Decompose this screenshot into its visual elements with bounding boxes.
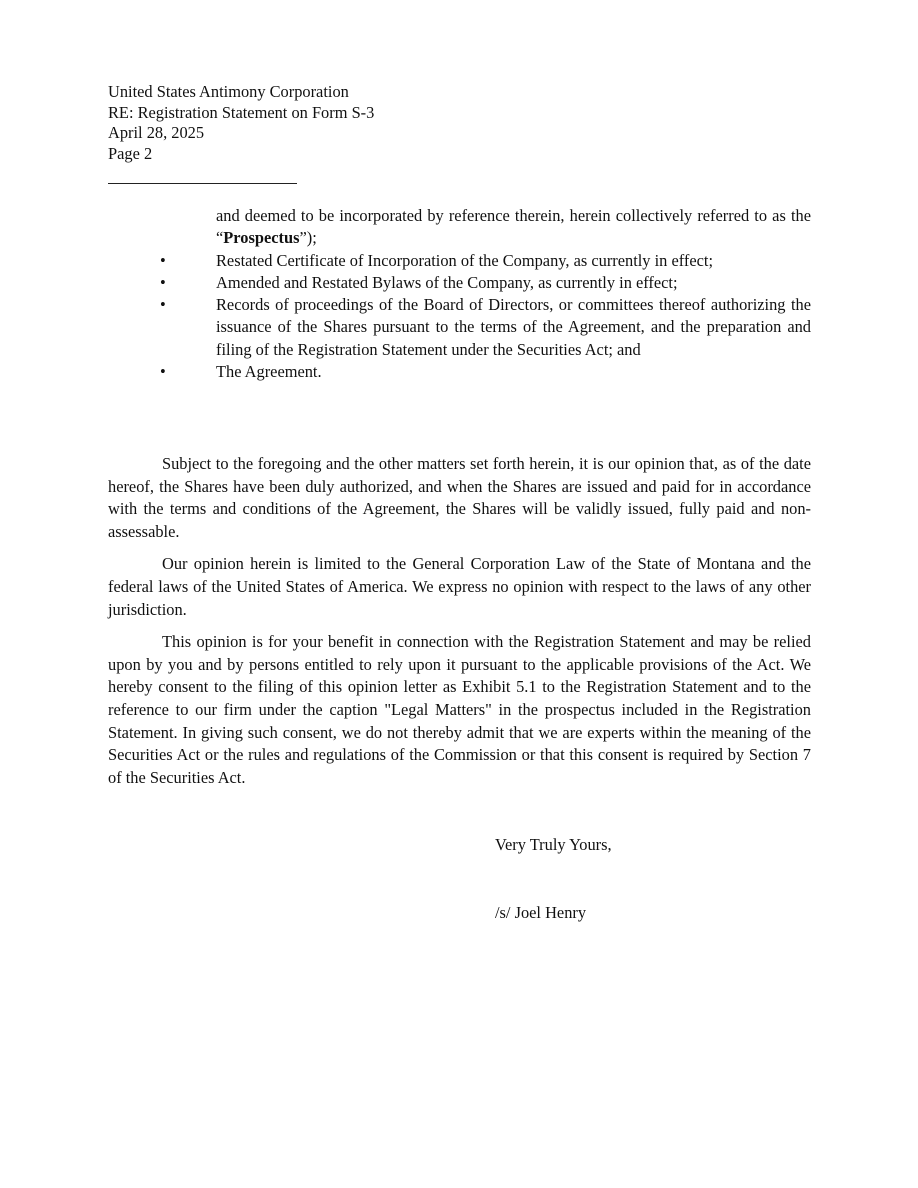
jurisdiction-paragraph: Our opinion herein is limited to the General Corporation Law of the State of Montana and the federal laws of the United States of America. We express no opinion with respect to the laws of any other jurisdiction. [108,554,811,619]
opinion-body [108,453,811,799]
bullet-icon: • [160,250,166,270]
consent-paragraph: This opinion is for your benefit in connection with the Registration Statement and may be relied upon by you and by persons entitled to rely upon it pursuant to the applicable provisions of the Act. We hereby consent to the filing of this opinion letter as Exhibit 5.1 to the Registration Statement and to the reference to our firm under the caption "Legal Matters" in the prospectus included in the Registration Statement. In giving such consent, we do not thereby admit that we are experts within the meaning of the Securities Act or the rules and regulations of the Commission or that this consent is required by Section 7 of the Securities Act. [108,632,811,787]
list-item [108,361,811,383]
header-page-number: Page 2 [108,143,153,163]
letter-header [108,82,374,164]
list-item [108,294,811,361]
continuation-text-end: ”); [299,228,317,248]
bullet-icon: • [160,272,166,292]
bullet-icon: • [160,362,166,382]
prospectus-term: Prospectus [223,228,300,248]
list-item [108,272,811,294]
list-continuation [108,205,811,250]
document-list [108,205,811,383]
signature-line: /s/ Joel Henry [495,903,587,922]
list-item [108,250,811,272]
list-item-text: Amended and Restated Bylaws of the Company, as currently in effect; [216,272,678,292]
list-item-text: Records of proceedings of the Board of Directors, or committees thereof authorizing the issuance of the Shares pursuant to the terms of the Agreement, and the preparation and filing of the Registration Statement under the Securities Act; and [216,295,811,359]
header-company: United States Antimony Corporation [108,82,349,101]
header-re-line: RE: Registration Statement on Form S-3 [108,102,375,122]
list-item-text: The Agreement. [216,362,322,382]
closing-salutation: Very Truly Yours, [495,835,612,854]
header-date: April 28, 2025 [108,123,205,143]
list-item-text: Restated Certificate of Incorporation of the Company, as currently in effect; [216,250,714,270]
continuation-text-start: and deemed to be incorporated by reference therein, herein collectively referred to as the “ [216,206,811,248]
bullet-icon: • [160,295,166,315]
opinion-paragraph: Subject to the foregoing and the other matters set forth herein, it is our opinion that, as of the date hereof, the Shares have been duly authorized, and when the Shares are issued and paid for in accordance with the terms and conditions of the Agreement, the Shares will be validly issued, fully paid and non-assessable. [108,454,811,541]
header-divider [108,183,297,184]
